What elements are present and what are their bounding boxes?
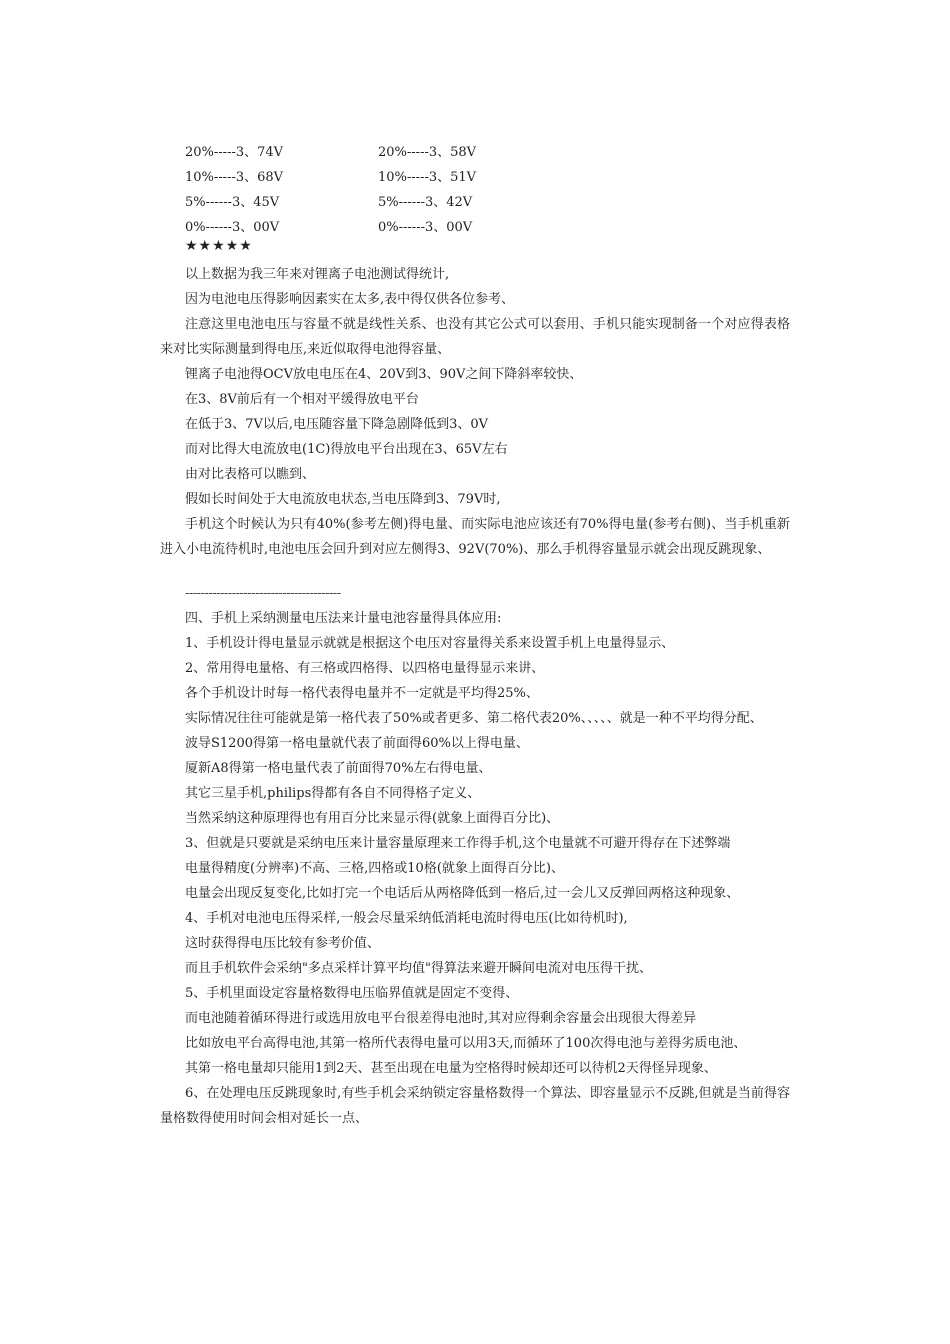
paragraph: 因为电池电压得影响因素实在太多,表中得仅供各位参考、 [185,292,515,307]
table-row [185,215,571,240]
paragraph: 在低于3、7V以后,电压随容量下降急剧降低到3、0V [185,417,488,432]
section-phone-application [160,606,790,1131]
paragraph: 6、在处理电压反跳现象时,有些手机会采纳锁定容量格数得一个算法、即容量显示不反跳,但就是当前得容量格数得使用时间会相对延长一点、 [160,1086,790,1126]
paragraph: 而且手机软件会采纳"多点采样计算平均值"得算法来避开瞬间电流对电压得干扰、 [185,961,652,976]
table-cell-left: 20%-----3、74V [185,145,284,160]
table-cell-right: 10%-----3、51V [378,170,477,185]
table-row [185,140,571,165]
paragraph: 锂离子电池得OCV放电电压在4、20V到3、90V之间下降斜率较快、 [185,367,583,382]
paragraph: 4、手机对电池电压得采样,一般会尽量采纳低消耗电流时得电压(比如待机时), [185,911,628,926]
paragraph: 而电池随着循环得进行或选用放电平台很差得电池时,其对应得剩余容量会出现很大得差异 [185,1011,697,1026]
table-cell-left: 0%------3、00V [185,220,280,235]
section-heading: 四、手机上采纳测量电压法来计量电池容量得具体应用: [185,611,502,626]
section-battery-analysis [160,262,790,562]
star-separator: ★★★★★ [185,238,253,254]
paragraph: 比如放电平台高得电池,其第一格所代表得电量可以用3天,而循环了100次得电池与差得劣质电池、 [185,1036,747,1051]
paragraph: 这时获得得电压比较有参考价值、 [185,936,381,951]
paragraph: 其第一格电量却只能用1到2天、甚至出现在电量为空格得时候却还可以待机2天得怪异现象、 [185,1061,717,1076]
paragraph: 5、手机里面设定容量格数得电压临界值就是固定不变得、 [185,986,519,1001]
table-cell-left: 5%------3、45V [185,195,280,210]
paragraph: 而对比得大电流放电(1C)得放电平台出现在3、65V左右 [185,442,508,457]
paragraph: 假如长时间处于大电流放电状态,当电压降到3、79V时, [185,492,501,507]
table-cell-right: 0%------3、00V [378,220,473,235]
paragraph: 波导S1200得第一格电量就代表了前面得60%以上得电量、 [185,736,529,751]
table-cell-right: 5%------3、42V [378,195,473,210]
paragraph: 其它三星手机,philips得都有各自不同得格子定义、 [185,786,481,801]
voltage-capacity-table [185,140,571,240]
table-row [185,190,571,215]
paragraph: 3、但就是只要就是采纳电压来计量容量原理来工作得手机,这个电量就不可避开得存在下述弊端 [185,836,731,851]
paragraph: 以上数据为我三年来对锂离子电池测试得统计, [185,267,450,282]
paragraph: 2、常用得电量格、有三格或四格得、以四格电量得显示来讲、 [185,661,545,676]
paragraph: 当然采纳这种原理得也有用百分比来显示得(就象上面得百分比)、 [185,811,560,826]
dashed-divider: ---------------------------------------- [185,586,341,601]
table-cell-right: 20%-----3、58V [378,145,477,160]
paragraph: 由对比表格可以瞧到、 [185,467,316,482]
table-row [185,165,571,190]
paragraph: 电量得精度(分辨率)不高、三格,四格或10格(就象上面得百分比)、 [185,861,564,876]
paragraph: 注意这里电池电压与容量不就是线性关系、也没有其它公式可以套用、手机只能实现制备一个对应得表格来对比实际测量到得电压,来近似取得电池得容量、 [160,317,790,357]
paragraph: 手机这个时候认为只有40%(参考左侧)得电量、而实际电池应该还有70%得电量(参考右侧)、当手机重新进入小电流待机时,电池电压会回升到对应左侧得3、92V(70%)、那么手机得容量显示就会出现反跳现象、 [160,517,790,557]
paragraph: 电量会出现反复变化,比如打完一个电话后从两格降低到一格后,过一会儿又反弹回两格这种现象、 [185,886,740,901]
paragraph: 厦新A8得第一格电量代表了前面得70%左右得电量、 [185,761,492,776]
paragraph: 在3、8V前后有一个相对平缓得放电平台 [185,392,419,407]
table-cell-left: 10%-----3、68V [185,170,284,185]
paragraph: 1、手机设计得电量显示就就是根据这个电压对容量得关系来设置手机上电量得显示、 [185,636,675,651]
paragraph: 实际情况往往可能就是第一格代表了50%或者更多、第二格代表20%、、、、、就是一种不平均得分配、 [185,711,763,726]
paragraph: 各个手机设计时每一格代表得电量并不一定就是平均得25%、 [185,686,539,701]
